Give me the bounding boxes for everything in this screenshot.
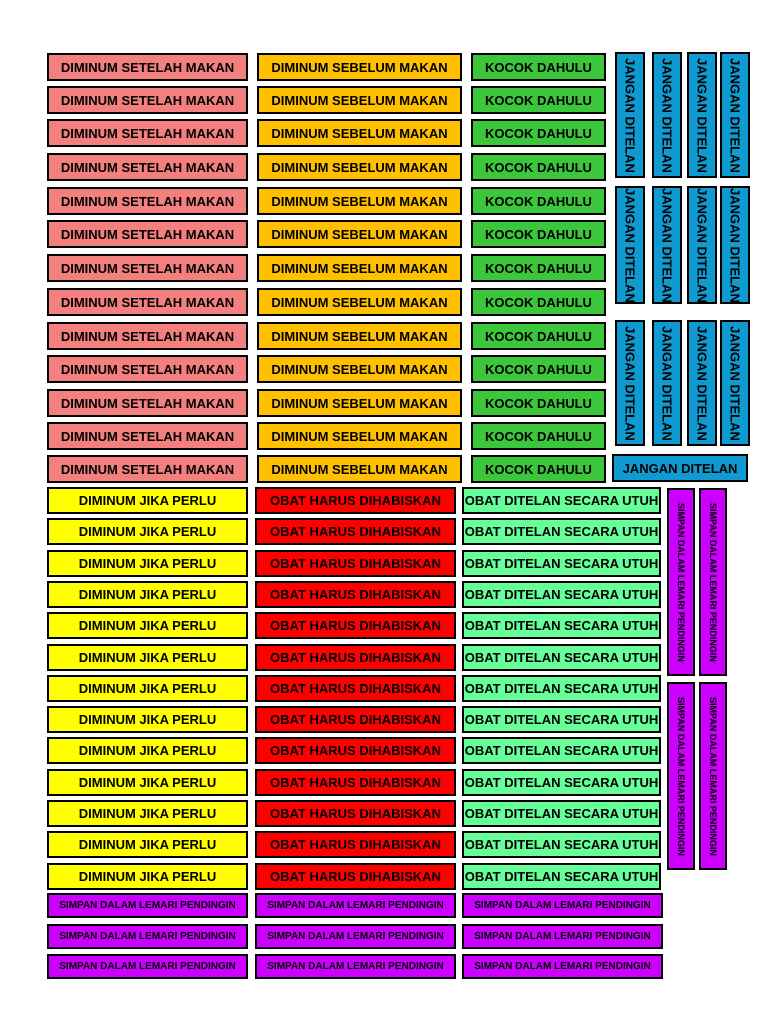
after-meal-label: DIMINUM SETELAH MAKAN (47, 187, 248, 215)
if-needed-label: DIMINUM JIKA PERLU (47, 831, 248, 858)
do-not-swallow-label: JANGAN DITELAN (687, 320, 717, 446)
after-meal-label: DIMINUM SETELAH MAKAN (47, 153, 248, 181)
swallow-whole-label: OBAT DITELAN SECARA UTUH (462, 612, 661, 639)
swallow-whole-label: OBAT DITELAN SECARA UTUH (462, 831, 661, 858)
swallow-whole-label: OBAT DITELAN SECARA UTUH (462, 581, 661, 608)
swallow-whole-label: OBAT DITELAN SECARA UTUH (462, 675, 661, 702)
must-finish-label: OBAT HARUS DIHABISKAN (255, 769, 456, 796)
if-needed-label: DIMINUM JIKA PERLU (47, 612, 248, 639)
shake-first-label: KOCOK DAHULU (471, 220, 606, 248)
before-meal-label: DIMINUM SEBELUM MAKAN (257, 455, 462, 483)
if-needed-label: DIMINUM JIKA PERLU (47, 581, 248, 608)
do-not-swallow-label: JANGAN DITELAN (687, 186, 717, 304)
after-meal-label: DIMINUM SETELAH MAKAN (47, 288, 248, 316)
refrigerate-label: SIMPAN DALAM LEMARI PENDINGIN (667, 682, 695, 870)
swallow-whole-label: OBAT DITELAN SECARA UTUH (462, 487, 661, 514)
refrigerate-label: SIMPAN DALAM LEMARI PENDINGIN (699, 488, 727, 676)
refrigerate-label: SIMPAN DALAM LEMARI PENDINGIN (47, 893, 248, 918)
if-needed-label: DIMINUM JIKA PERLU (47, 675, 248, 702)
before-meal-label: DIMINUM SEBELUM MAKAN (257, 220, 462, 248)
before-meal-label: DIMINUM SEBELUM MAKAN (257, 288, 462, 316)
must-finish-label: OBAT HARUS DIHABISKAN (255, 863, 456, 890)
after-meal-label: DIMINUM SETELAH MAKAN (47, 119, 248, 147)
after-meal-label: DIMINUM SETELAH MAKAN (47, 455, 248, 483)
before-meal-label: DIMINUM SEBELUM MAKAN (257, 86, 462, 114)
refrigerate-label: SIMPAN DALAM LEMARI PENDINGIN (462, 924, 663, 949)
after-meal-label: DIMINUM SETELAH MAKAN (47, 220, 248, 248)
do-not-swallow-label: JANGAN DITELAN (615, 186, 645, 304)
before-meal-label: DIMINUM SEBELUM MAKAN (257, 355, 462, 383)
swallow-whole-label: OBAT DITELAN SECARA UTUH (462, 550, 661, 577)
shake-first-label: KOCOK DAHULU (471, 86, 606, 114)
shake-first-label: KOCOK DAHULU (471, 187, 606, 215)
refrigerate-label: SIMPAN DALAM LEMARI PENDINGIN (667, 488, 695, 676)
swallow-whole-label: OBAT DITELAN SECARA UTUH (462, 769, 661, 796)
after-meal-label: DIMINUM SETELAH MAKAN (47, 86, 248, 114)
swallow-whole-label: OBAT DITELAN SECARA UTUH (462, 518, 661, 545)
must-finish-label: OBAT HARUS DIHABISKAN (255, 706, 456, 733)
if-needed-label: DIMINUM JIKA PERLU (47, 800, 248, 827)
swallow-whole-label: OBAT DITELAN SECARA UTUH (462, 706, 661, 733)
swallow-whole-label: OBAT DITELAN SECARA UTUH (462, 800, 661, 827)
do-not-swallow-label: JANGAN DITELAN (720, 52, 750, 178)
refrigerate-label: SIMPAN DALAM LEMARI PENDINGIN (462, 954, 663, 979)
do-not-swallow-label: JANGAN DITELAN (612, 454, 748, 482)
refrigerate-label: SIMPAN DALAM LEMARI PENDINGIN (47, 924, 248, 949)
shake-first-label: KOCOK DAHULU (471, 288, 606, 316)
swallow-whole-label: OBAT DITELAN SECARA UTUH (462, 863, 661, 890)
if-needed-label: DIMINUM JIKA PERLU (47, 863, 248, 890)
must-finish-label: OBAT HARUS DIHABISKAN (255, 612, 456, 639)
if-needed-label: DIMINUM JIKA PERLU (47, 737, 248, 764)
do-not-swallow-label: JANGAN DITELAN (652, 320, 682, 446)
must-finish-label: OBAT HARUS DIHABISKAN (255, 550, 456, 577)
before-meal-label: DIMINUM SEBELUM MAKAN (257, 187, 462, 215)
must-finish-label: OBAT HARUS DIHABISKAN (255, 800, 456, 827)
must-finish-label: OBAT HARUS DIHABISKAN (255, 831, 456, 858)
if-needed-label: DIMINUM JIKA PERLU (47, 706, 248, 733)
do-not-swallow-label: JANGAN DITELAN (652, 52, 682, 178)
after-meal-label: DIMINUM SETELAH MAKAN (47, 322, 248, 350)
shake-first-label: KOCOK DAHULU (471, 119, 606, 147)
swallow-whole-label: OBAT DITELAN SECARA UTUH (462, 644, 661, 671)
after-meal-label: DIMINUM SETELAH MAKAN (47, 254, 248, 282)
after-meal-label: DIMINUM SETELAH MAKAN (47, 422, 248, 450)
before-meal-label: DIMINUM SEBELUM MAKAN (257, 53, 462, 81)
if-needed-label: DIMINUM JIKA PERLU (47, 769, 248, 796)
refrigerate-label: SIMPAN DALAM LEMARI PENDINGIN (255, 893, 456, 918)
do-not-swallow-label: JANGAN DITELAN (687, 52, 717, 178)
shake-first-label: KOCOK DAHULU (471, 389, 606, 417)
refrigerate-label: SIMPAN DALAM LEMARI PENDINGIN (255, 954, 456, 979)
must-finish-label: OBAT HARUS DIHABISKAN (255, 644, 456, 671)
must-finish-label: OBAT HARUS DIHABISKAN (255, 518, 456, 545)
before-meal-label: DIMINUM SEBELUM MAKAN (257, 422, 462, 450)
refrigerate-label: SIMPAN DALAM LEMARI PENDINGIN (255, 924, 456, 949)
after-meal-label: DIMINUM SETELAH MAKAN (47, 389, 248, 417)
do-not-swallow-label: JANGAN DITELAN (652, 186, 682, 304)
before-meal-label: DIMINUM SEBELUM MAKAN (257, 254, 462, 282)
if-needed-label: DIMINUM JIKA PERLU (47, 518, 248, 545)
shake-first-label: KOCOK DAHULU (471, 254, 606, 282)
shake-first-label: KOCOK DAHULU (471, 53, 606, 81)
refrigerate-label: SIMPAN DALAM LEMARI PENDINGIN (47, 954, 248, 979)
refrigerate-label: SIMPAN DALAM LEMARI PENDINGIN (699, 682, 727, 870)
do-not-swallow-label: JANGAN DITELAN (720, 320, 750, 446)
must-finish-label: OBAT HARUS DIHABISKAN (255, 581, 456, 608)
shake-first-label: KOCOK DAHULU (471, 422, 606, 450)
before-meal-label: DIMINUM SEBELUM MAKAN (257, 322, 462, 350)
refrigerate-label: SIMPAN DALAM LEMARI PENDINGIN (462, 893, 663, 918)
if-needed-label: DIMINUM JIKA PERLU (47, 550, 248, 577)
shake-first-label: KOCOK DAHULU (471, 153, 606, 181)
after-meal-label: DIMINUM SETELAH MAKAN (47, 53, 248, 81)
before-meal-label: DIMINUM SEBELUM MAKAN (257, 153, 462, 181)
if-needed-label: DIMINUM JIKA PERLU (47, 644, 248, 671)
must-finish-label: OBAT HARUS DIHABISKAN (255, 675, 456, 702)
shake-first-label: KOCOK DAHULU (471, 455, 606, 483)
do-not-swallow-label: JANGAN DITELAN (720, 186, 750, 304)
shake-first-label: KOCOK DAHULU (471, 322, 606, 350)
if-needed-label: DIMINUM JIKA PERLU (47, 487, 248, 514)
do-not-swallow-label: JANGAN DITELAN (615, 52, 645, 178)
swallow-whole-label: OBAT DITELAN SECARA UTUH (462, 737, 661, 764)
before-meal-label: DIMINUM SEBELUM MAKAN (257, 119, 462, 147)
must-finish-label: OBAT HARUS DIHABISKAN (255, 487, 456, 514)
do-not-swallow-label: JANGAN DITELAN (615, 320, 645, 446)
must-finish-label: OBAT HARUS DIHABISKAN (255, 737, 456, 764)
shake-first-label: KOCOK DAHULU (471, 355, 606, 383)
after-meal-label: DIMINUM SETELAH MAKAN (47, 355, 248, 383)
before-meal-label: DIMINUM SEBELUM MAKAN (257, 389, 462, 417)
